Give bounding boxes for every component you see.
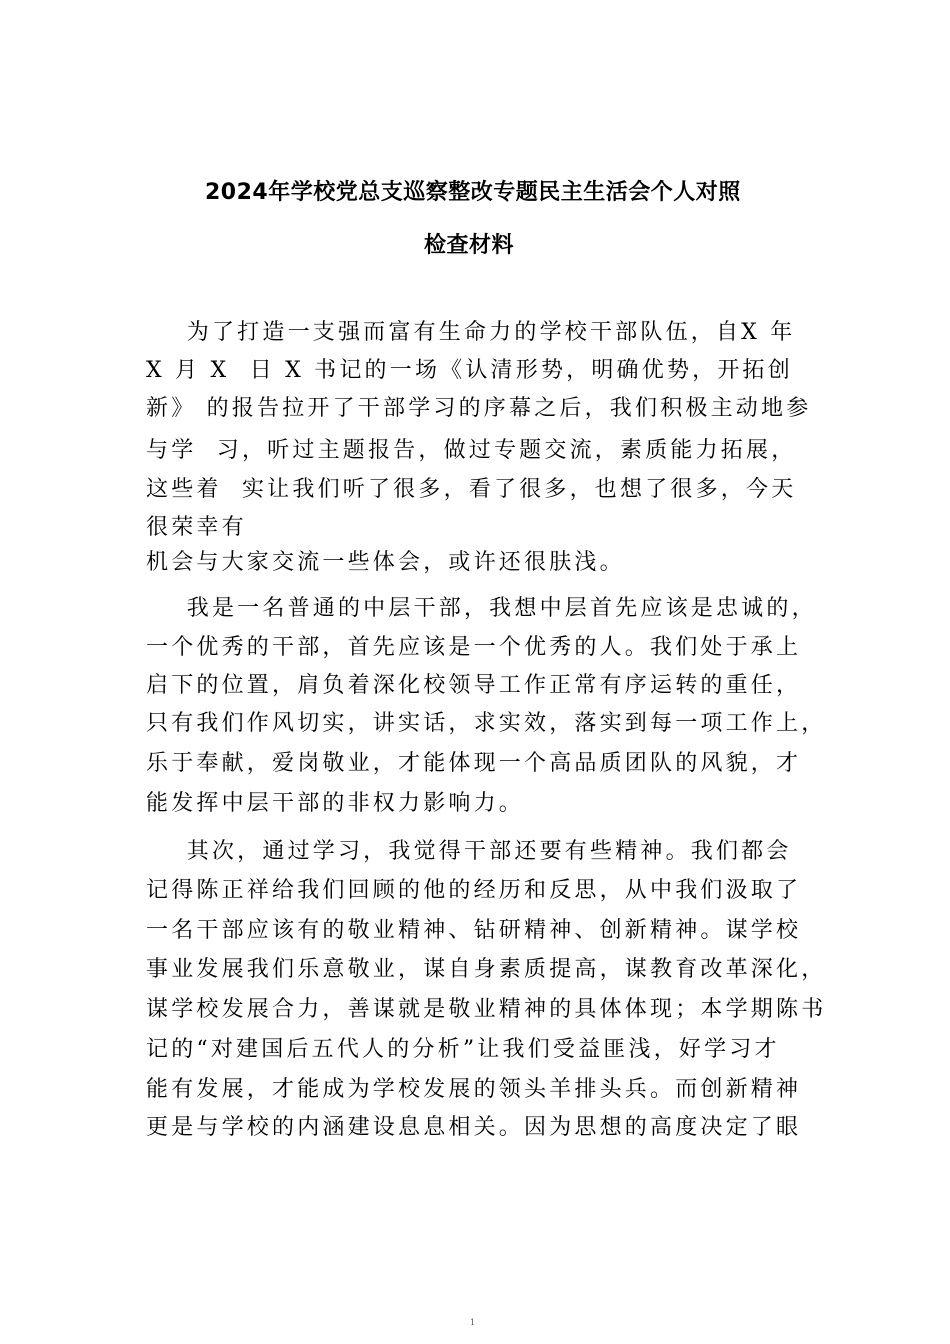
body-line: 能有发展，才能成为学校发展的领头羊排头兵。而创新精神 [146, 1077, 802, 1102]
body-line: X 月 X 日 X 书记的一场《认清形势，明确优势，开拓创 [146, 358, 793, 383]
body-line: 机会与大家交流一些体会，或许还很肤浅。 [146, 550, 625, 575]
body-line: 事业发展我们乐意敬业，谋自身素质提高，谋教育改革深化， [146, 957, 827, 982]
page-number: 1 [470, 1318, 476, 1327]
body-line: 记的“对建国后五代人的分析”让我们受益匪浅，好学习才 [146, 1037, 780, 1062]
body-line: 乐于奉献，爱岗敬业，才能体现一个高品质团队的风貌，才 [146, 751, 802, 776]
body-line: 其次，通过学习，我觉得干部还要有些精神。我们都会 [146, 839, 792, 864]
body-line: 新》 的报告拉开了干部学习的序幕之后，我们积极主动地参 [146, 396, 812, 421]
body-line: 一个优秀的干部，首先应该是一个优秀的人。我们处于承上 [146, 635, 802, 660]
body-line: 能发挥中层干部的非权力影响力。 [146, 791, 525, 816]
body-line: 启下的位置，肩负着深化校领导工作正常有序运转的重任， [146, 673, 802, 698]
body-line: 更是与学校的内涵建设息息相关。因为思想的高度决定了眼 [146, 1115, 802, 1140]
body-line: 记得陈正祥给我们回顾的他的经历和反思，从中我们汲取了 [146, 878, 802, 903]
body-line: 谋学校发展合力，善谋就是敬业精神的具体体现；本学期陈书 [146, 997, 827, 1022]
body-line: 我是一名普通的中层干部，我想中层首先应该是忠诚的， [146, 596, 817, 621]
body-line: 为了打造一支强而富有生命力的学校干部队伍，自X 年 [146, 320, 796, 345]
body-line: 与学 习，听过主题报告，做过专题交流，素质能力拓展， [146, 438, 797, 463]
body-line: 这些着 实让我们听了很多，看了很多，也想了很多，今天 [146, 477, 797, 502]
body-line: 只有我们作风切实，讲实话，求实效，落实到每一项工作上， [146, 711, 827, 736]
document-title-line-1: 2024年学校党总支巡察整改专题民主生活会个人对照 [205, 180, 741, 205]
body-line: 很荣幸有 [146, 515, 247, 540]
body-line: 一名干部应该有的敬业精神、钻研精神、创新精神。谋学校 [146, 918, 802, 943]
document-title-line-2: 检查材料 [424, 233, 515, 258]
